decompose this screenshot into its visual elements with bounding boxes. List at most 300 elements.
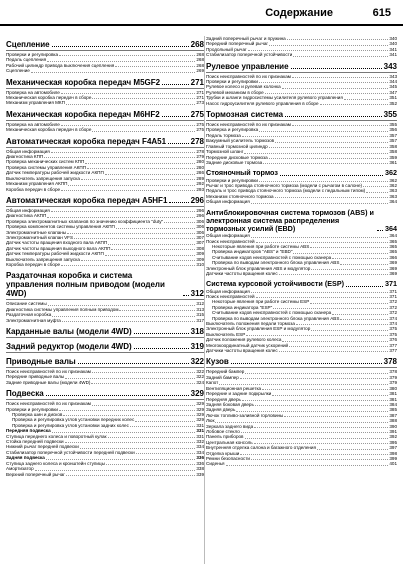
entry-page: 344 [389, 79, 397, 85]
entry-title: Передняя дверь [206, 396, 241, 402]
toc-section [206, 209, 397, 277]
entry-title: Стабилизатор поперечной устойчивости передней подвески [6, 449, 135, 455]
dot-leader [63, 415, 195, 416]
entry-page: 385 [389, 407, 397, 413]
section-title: Автоматическая коробка передач F4A51 [6, 136, 167, 146]
dot-leader [251, 203, 389, 204]
entry-title: Общая информация [206, 288, 250, 294]
dot-leader [293, 56, 388, 57]
dot-leader [244, 153, 388, 154]
toc-section [6, 196, 204, 267]
dot-leader [287, 39, 389, 40]
entry-page: 351 [389, 95, 397, 101]
dot-leader [108, 244, 195, 245]
dot-leader [269, 147, 389, 148]
entry-title: Продольный рычаг [206, 46, 247, 52]
section-title: Механическая коробка передач M5GF2 [6, 77, 161, 87]
entry-page: 329 [196, 417, 204, 423]
dot-leader [246, 335, 388, 336]
dot-leader [231, 363, 382, 364]
section-page: 329 [190, 389, 204, 399]
dot-leader [346, 286, 383, 287]
entry-title: Рулевой механизм в сборе [206, 89, 264, 95]
entry-title: Зеркала заднего вида [206, 423, 254, 429]
dot-leader [115, 66, 195, 67]
section-page: 343 [383, 61, 397, 71]
dot-leader [340, 264, 388, 265]
entry-title: Вентиляционная решетка [206, 385, 262, 391]
entry-page: 357 [389, 132, 397, 138]
entry-title: Датчики частоты вращения колес [206, 348, 278, 354]
entry-page: 381 [389, 391, 397, 397]
entry-page: 296 [196, 213, 204, 219]
page-header [0, 0, 403, 30]
entry-title: Проверка индикатора "ESP" [212, 304, 273, 310]
entry-page: 381 [389, 396, 397, 402]
dot-leader [61, 125, 195, 126]
entry-page: 391 [389, 428, 397, 434]
entry-title: Некоторые явления при работе системы ESP [212, 299, 310, 305]
toc-section [6, 327, 204, 338]
dot-leader [236, 411, 388, 412]
entry-page: 372 [389, 304, 397, 310]
entry-title: Задняя дверь [206, 407, 236, 413]
section-page: 378 [383, 357, 397, 367]
entry-page: 334 [196, 449, 204, 455]
entry-title: Задняя боковая дверь [206, 401, 254, 407]
dot-leader [106, 464, 195, 465]
entry-title: Описание системы [6, 301, 47, 307]
section-title: Приводные валы [6, 357, 76, 366]
entry-page: 369 [389, 260, 397, 266]
entry-title: Рычаг и трос привода стояночного тормоза (модели с рычагом в салоне) [206, 182, 363, 188]
entry-page: 379 [389, 374, 397, 380]
dot-leader [169, 202, 188, 203]
dot-leader [251, 459, 388, 460]
entry-page: 398 [389, 450, 397, 456]
dot-leader [48, 305, 196, 306]
entry-title: Передние и задние подкрылки [206, 391, 272, 397]
entry-title: Многокоординатный датчик ускорений [206, 342, 289, 348]
dot-leader [310, 303, 388, 304]
entry-page: 376 [389, 337, 397, 343]
section-title: Механическая коробка передач M6HF2 [6, 109, 160, 119]
entry-page: 332 [196, 439, 204, 445]
dot-leader [162, 116, 189, 117]
section-heading [206, 357, 397, 366]
dot-leader [92, 131, 195, 132]
entry-title: Общая информация [6, 207, 50, 213]
entry-title: Вакуумный усилитель тормозов [206, 138, 275, 144]
entry-title: Поиск неисправностей по их признакам [6, 369, 91, 374]
section-rule [6, 206, 204, 207]
entry-title: Панель приборов [206, 434, 244, 440]
entry-page: 379 [389, 380, 397, 386]
dot-leader [332, 258, 388, 259]
dot-leader [65, 378, 195, 379]
entry-page: 329 [196, 401, 204, 407]
entry-page: 361 [389, 159, 397, 165]
entry-title: Сцепление [6, 68, 30, 74]
entry-page: 306 [196, 218, 204, 224]
entry-page: 315 [196, 312, 204, 318]
entry-page: 309 [196, 251, 204, 257]
entry-page: 352 [389, 100, 397, 106]
entry-title: Задние дисковые тормоза [206, 159, 263, 165]
dot-leader [46, 459, 195, 460]
entry-title: Проверка на автомобиле [6, 89, 60, 95]
entry-page: 324 [196, 379, 204, 385]
entry-page: 374 [389, 321, 397, 327]
dot-leader [46, 395, 189, 396]
dot-leader [52, 432, 196, 433]
entry-title: Диагностика КПП [6, 154, 44, 160]
entry-title: Общая информация [206, 233, 250, 239]
entry-page: 278 [196, 148, 204, 154]
entry-title: Поиск неисправностей по их признакам [206, 122, 291, 128]
dot-leader [256, 242, 389, 243]
entry-title: Выключатель ESP [206, 331, 246, 337]
entry-page: 322 [196, 369, 204, 374]
section-heading [206, 62, 397, 71]
entry-page: 293 [196, 186, 204, 192]
section-page: 362 [385, 168, 397, 178]
dot-leader [226, 465, 389, 466]
entry-page: 384 [389, 401, 397, 407]
dot-leader [80, 448, 196, 449]
entry-title: Отделка крыши [206, 450, 240, 456]
entry-page: 268 [196, 52, 204, 57]
entry-page: 375 [389, 326, 397, 332]
entry-page: 289 [196, 175, 204, 181]
section-title: Тормозная система [206, 110, 284, 120]
entry-page: 280 [196, 164, 204, 170]
entry-page: 268 [196, 57, 204, 63]
section-rule [6, 88, 204, 89]
entry-title: Стойка передней подвески [6, 439, 64, 445]
entry-page: 306 [196, 224, 204, 230]
section-title: Раздаточная коробка и система управления полным приводом (модели 4WD) [6, 271, 165, 299]
dot-leader [47, 217, 195, 218]
dot-leader [259, 131, 388, 132]
column-divider [204, 36, 205, 564]
entry-title: Проверка по выводам электронного блока управления ABS [212, 315, 340, 321]
dot-leader [282, 88, 389, 89]
entry-page: 336 [196, 460, 204, 466]
section-title: Автоматическая коробка передач A5HF1 [6, 195, 168, 205]
entry-title: Коробка передач в сборе [6, 186, 61, 192]
entry-title: Задний бампер [206, 374, 239, 380]
section-title: Рулевое управление [206, 61, 289, 71]
entry-page: 343 [389, 73, 397, 79]
toc-right-column [206, 36, 397, 566]
dot-leader [130, 426, 195, 427]
entry-page: 345 [389, 84, 397, 90]
dot-leader [92, 98, 195, 99]
toc-section [206, 62, 397, 106]
dot-leader [241, 432, 389, 433]
entry-title: Электромагнитный клапан VFS [6, 234, 74, 240]
entry-page: 334 [196, 444, 204, 450]
toc-section [6, 78, 204, 106]
entry-page: 388 [389, 418, 397, 424]
entry-title: Проверка электромагнитных клапанов по значению коэффициента "duty" [6, 218, 164, 224]
entry-page: 375 [389, 331, 397, 337]
dot-leader [254, 427, 388, 428]
entry-page: 309 [196, 256, 204, 262]
toc-entry [6, 380, 204, 385]
entry-page: 307 [196, 234, 204, 240]
entry-page: 369 [389, 265, 397, 271]
entry-page: 336 [196, 455, 204, 461]
entry-title: Проверка индикаторов "ABS" и "EBD" [212, 249, 293, 255]
dot-leader [292, 125, 388, 126]
entry-page: 363 [389, 188, 397, 194]
entry-page: 317 [196, 317, 204, 323]
entry-title: Передние дисковые тормоза [206, 154, 268, 160]
dot-leader [285, 116, 382, 117]
dot-leader [242, 400, 388, 401]
section-title: Кузов [206, 357, 229, 367]
entry-page: 279 [196, 154, 204, 160]
entry-title: Проверка и регулировка углов установки задних колес [12, 422, 129, 428]
dot-leader [240, 454, 388, 455]
section-heading [6, 357, 204, 366]
dot-leader [111, 249, 195, 250]
section-heading [6, 271, 204, 298]
dot-leader [291, 68, 382, 69]
dot-leader [44, 157, 195, 158]
dot-leader [289, 346, 388, 347]
dot-leader [105, 174, 196, 175]
toc-entry [206, 271, 397, 276]
entry-title: Коробка передач в сборе [6, 261, 61, 267]
section-rule [206, 120, 397, 121]
dot-leader [105, 255, 196, 256]
dot-leader [61, 93, 195, 94]
entry-title: Выключатель положения педали тормоза [206, 321, 295, 327]
section-page: 268 [190, 40, 204, 49]
toc-section [206, 110, 397, 165]
entry-title: Капот [206, 380, 219, 386]
entry-title: Выключатель запрещения запуска [6, 256, 80, 262]
entry-title: Электронный блок управления ESP и модулятор [206, 326, 311, 332]
page-title: Содержание [265, 7, 333, 19]
entry-page: 395 [389, 439, 397, 445]
dot-leader [363, 186, 388, 187]
entry-page: 378 [389, 369, 397, 375]
section-page: 355 [383, 110, 397, 120]
entry-page: 340 [389, 36, 397, 41]
dot-leader [68, 185, 195, 186]
section-heading [6, 110, 204, 119]
entry-page: 307 [196, 240, 204, 246]
entry-title: Педаль сцепления [6, 57, 47, 63]
dot-leader [92, 405, 195, 406]
toc-entry [206, 461, 397, 466]
dot-leader [134, 348, 189, 349]
entry-title: Педаль тормоза [206, 132, 241, 138]
entry-title: Датчик температуры рабочей жидкости АКПП [6, 170, 104, 176]
dot-leader [81, 260, 195, 261]
entry-title: Рулевое колесо и рулевая колонка [206, 84, 281, 90]
dot-leader [52, 46, 189, 47]
toc-entry [6, 187, 204, 192]
dot-leader [293, 253, 388, 254]
entry-page: 292 [196, 181, 204, 187]
entry-title: Датчики частоты вращения колес [206, 271, 278, 276]
dot-leader [256, 297, 389, 298]
entry-title: Поиск неисправностей [206, 294, 255, 300]
dot-leader [119, 310, 195, 311]
toc-entry [6, 318, 204, 323]
dot-leader [74, 238, 195, 239]
section-rule [6, 120, 204, 121]
section-heading [6, 78, 204, 87]
toc-entry [206, 348, 397, 353]
entry-page: 356 [389, 127, 397, 133]
entry-title: Датчик частоты вращения входного вала АКПП [6, 240, 108, 246]
toc-entry [6, 68, 204, 73]
entry-title: Ступица переднего колеса и поворотный кулак [6, 433, 107, 439]
entry-title: Лючок топливо-заливной горловины [206, 412, 284, 418]
toc-section [206, 169, 397, 204]
entry-title: Трубки и шланги гидросистемы усилителя рулевого управления [206, 95, 343, 101]
entry-page: 338 [196, 466, 204, 472]
dot-leader [81, 179, 195, 180]
entry-page: 296 [196, 207, 204, 213]
dot-leader [51, 152, 196, 153]
section-title: Карданные валы (модели 4WD) [6, 327, 132, 336]
entry-page: 340 [389, 41, 397, 47]
dot-leader [311, 330, 388, 331]
toc-entry [206, 199, 397, 204]
section-heading [6, 342, 204, 351]
entry-title: Проверка и регулировка [206, 127, 259, 133]
entry-title: Считывание кодов неисправностей с помощью сканера [212, 310, 332, 316]
section-rule [6, 352, 204, 353]
toc-left-column [6, 36, 204, 566]
entry-title: Стабилизатор поперечной устойчивости [206, 52, 293, 58]
section-rule [6, 299, 204, 300]
entry-title: Диагностика АКПП [6, 213, 47, 219]
section-heading [6, 196, 204, 205]
entry-title: Проверка по выводам электронного блока управления ABS [212, 260, 340, 266]
toc-section [6, 357, 204, 385]
dot-leader [31, 72, 195, 73]
dot-leader [279, 351, 389, 352]
dot-leader [263, 163, 388, 164]
dot-leader [262, 389, 388, 390]
section-rule [6, 337, 204, 338]
toc-entry [206, 101, 397, 106]
dot-leader [259, 181, 388, 182]
entry-page: 397 [389, 445, 397, 451]
section-page: 319 [190, 342, 204, 351]
entry-title: Задний поперечный рычаг и пружина [206, 36, 286, 41]
entry-title: Электромагнитная муфта [6, 317, 61, 323]
entry-title: Проверка и регулировка углов установки передних колес [12, 417, 135, 423]
entry-title: Датчик температуры рабочей жидкости АКПП [6, 251, 104, 257]
dot-leader [183, 295, 189, 296]
toc-section [206, 357, 397, 466]
entry-page: 390 [389, 423, 397, 429]
entry-title: Проверки и регулировка [6, 52, 59, 57]
dot-leader [35, 470, 196, 471]
dot-leader [340, 319, 388, 320]
dot-leader [240, 378, 389, 379]
toc-section [6, 389, 204, 477]
dot-leader [292, 77, 388, 78]
entry-page: 366 [389, 254, 397, 260]
entry-title: Поиск неисправностей по их признакам [206, 73, 291, 79]
section-heading [206, 169, 397, 177]
entry-page: 401 [389, 461, 397, 467]
entry-title: Педаль и трос привода стояночного тормоза (модели с педальным типом) [206, 188, 366, 194]
section-rule [206, 72, 397, 73]
entry-title: Электромагнитные клапаны [6, 229, 67, 235]
entry-title: Тормозной шланг [206, 149, 244, 155]
entry-title: Проверки и регулировки [206, 79, 258, 85]
section-page: 371 [385, 279, 397, 289]
dot-leader [62, 321, 195, 322]
entry-page: 275 [196, 127, 204, 133]
section-heading [206, 110, 397, 119]
toc-section [6, 137, 204, 192]
entry-title: Раздаточная коробка [6, 312, 52, 318]
toc-entry [206, 160, 397, 165]
entry-title: Передние приводные валы [6, 374, 65, 380]
entry-title: Рабочий цилиндр привода выключения сцепления [6, 62, 115, 68]
entry-title: Механическая коробка передач в сборе [6, 127, 92, 133]
dot-leader [59, 410, 195, 411]
dot-leader [284, 416, 388, 417]
section-page: 364 [385, 223, 397, 233]
dot-leader [134, 333, 189, 334]
entry-page: 280 [196, 159, 204, 165]
toc-entry [6, 262, 204, 267]
dot-leader [61, 190, 195, 191]
section-page: 275 [190, 109, 204, 119]
dot-leader [282, 341, 388, 342]
dot-leader [52, 316, 195, 317]
entry-page: 273 [196, 100, 204, 106]
entry-page: 275 [196, 121, 204, 127]
section-rule [6, 367, 204, 368]
entry-title: Некоторые явления при работе системы ABS [212, 243, 310, 249]
dot-leader [269, 45, 388, 46]
dot-leader [317, 449, 388, 450]
entry-title: Механизм управления МКП [6, 100, 65, 106]
toc-section [6, 40, 204, 74]
section-heading [6, 137, 204, 146]
entry-page: 371 [389, 288, 397, 294]
entry-title: Люк [206, 418, 215, 424]
entry-page: 313 [196, 306, 204, 312]
dot-leader [259, 82, 388, 83]
section-page: 278 [190, 136, 204, 146]
entry-page: 364 [389, 233, 397, 239]
dot-leader [66, 104, 195, 105]
dot-leader [245, 438, 389, 439]
dot-leader [78, 363, 189, 364]
dot-leader [59, 55, 195, 56]
entry-title: Нижний рычаг передней подвески [6, 444, 79, 450]
entry-page: 399 [389, 455, 397, 461]
section-rule [6, 50, 204, 51]
dot-leader [377, 230, 383, 231]
entry-title: Диагностика системы управления полным приводом [6, 306, 119, 312]
